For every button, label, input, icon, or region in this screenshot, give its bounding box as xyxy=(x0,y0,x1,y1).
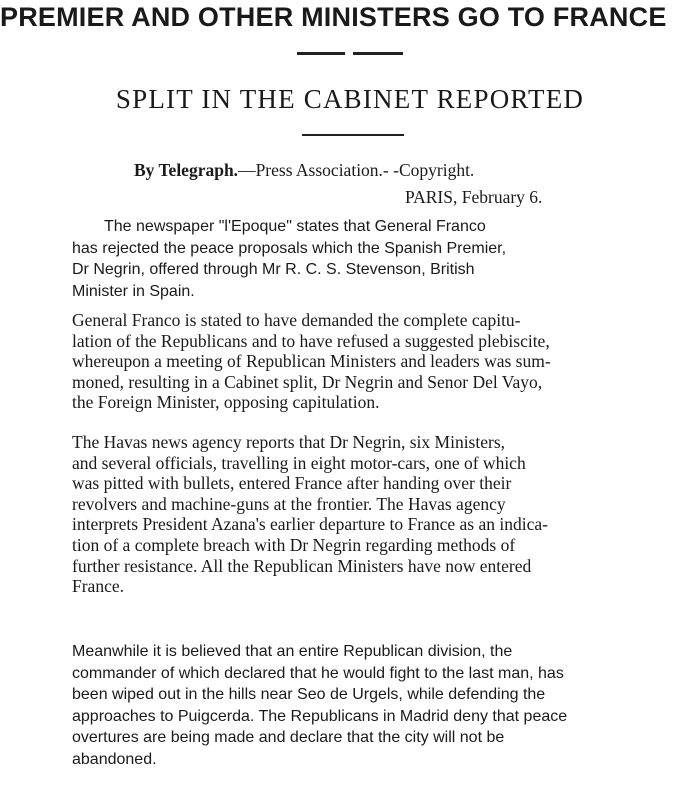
text-line: lation of the Republicans and to have refused a suggested plebiscite, xyxy=(72,330,550,351)
text-line: overtures are being made and declare that the city will not be xyxy=(72,729,505,746)
text-line: Dr Negrin, offered through Mr R. C. S. Stevenson, British xyxy=(72,261,475,278)
text-line: tion of a complete breach with Dr Negrin regarding methods of xyxy=(72,534,516,555)
text-line: commander of which declared that he would fight to the last man, has xyxy=(72,664,564,682)
text-line: was pitted with bullets, entered France after handing over their xyxy=(72,473,512,494)
text-line: The Havas news agency reports that Dr Negrin, six Ministers, xyxy=(72,432,506,452)
text-line: France. xyxy=(72,576,124,597)
byline xyxy=(134,160,474,181)
text-line: abandoned. xyxy=(72,750,157,768)
headline-rule xyxy=(297,52,403,55)
dateline: PARIS, February 6. xyxy=(405,187,543,207)
text-line: Minister in Spain. xyxy=(72,282,195,300)
text-line: Meanwhile it is believed that an entire Republican division, the xyxy=(72,643,513,660)
byline-source: —Press Association.- -Copyright. xyxy=(238,160,475,180)
text-line: The newspaper "l'Epoque" states that General Franco xyxy=(104,218,486,235)
text-line: the Foreign Minister, opposing capitulation. xyxy=(72,392,380,413)
text-line: moned, resulting in a Cabinet split, Dr Negrin and Senor Del Vayo, xyxy=(72,371,543,392)
text-line: been wiped out in the hills near Seo de Urgels, while defending the xyxy=(72,686,546,703)
byline-prefix: By Telegraph. xyxy=(134,160,239,180)
text-line: approaches to Puigcerda. The Republicans in Madrid deny that peace xyxy=(72,707,568,725)
text-line: has rejected the peace proposals which the Spanish Premier, xyxy=(72,239,507,257)
text-line: and several officials, travelling in eight motor-cars, one of which xyxy=(72,452,526,473)
paragraph-2 xyxy=(72,310,692,413)
paragraph-4 xyxy=(72,641,692,770)
text-line: interprets President Azana's earlier departure to France as an indica- xyxy=(72,514,548,535)
subheadline-rule xyxy=(302,134,404,136)
text-line: whereupon a meeting of Republican Ministers and leaders was sum- xyxy=(72,351,551,372)
paragraph-3 xyxy=(72,432,692,597)
headline: PREMIER AND OTHER MINISTERS GO TO FRANCE xyxy=(0,2,667,32)
paragraph-1 xyxy=(72,216,692,302)
text-line: General Franco is stated to have demanded the complete capitu- xyxy=(72,310,521,330)
text-line: further resistance. All the Republican Ministers have now entered xyxy=(72,555,532,576)
text-line: revolvers and machine-guns at the frontier. The Havas agency xyxy=(72,493,506,514)
subheadline: SPLIT IN THE CABINET REPORTED xyxy=(115,84,585,114)
